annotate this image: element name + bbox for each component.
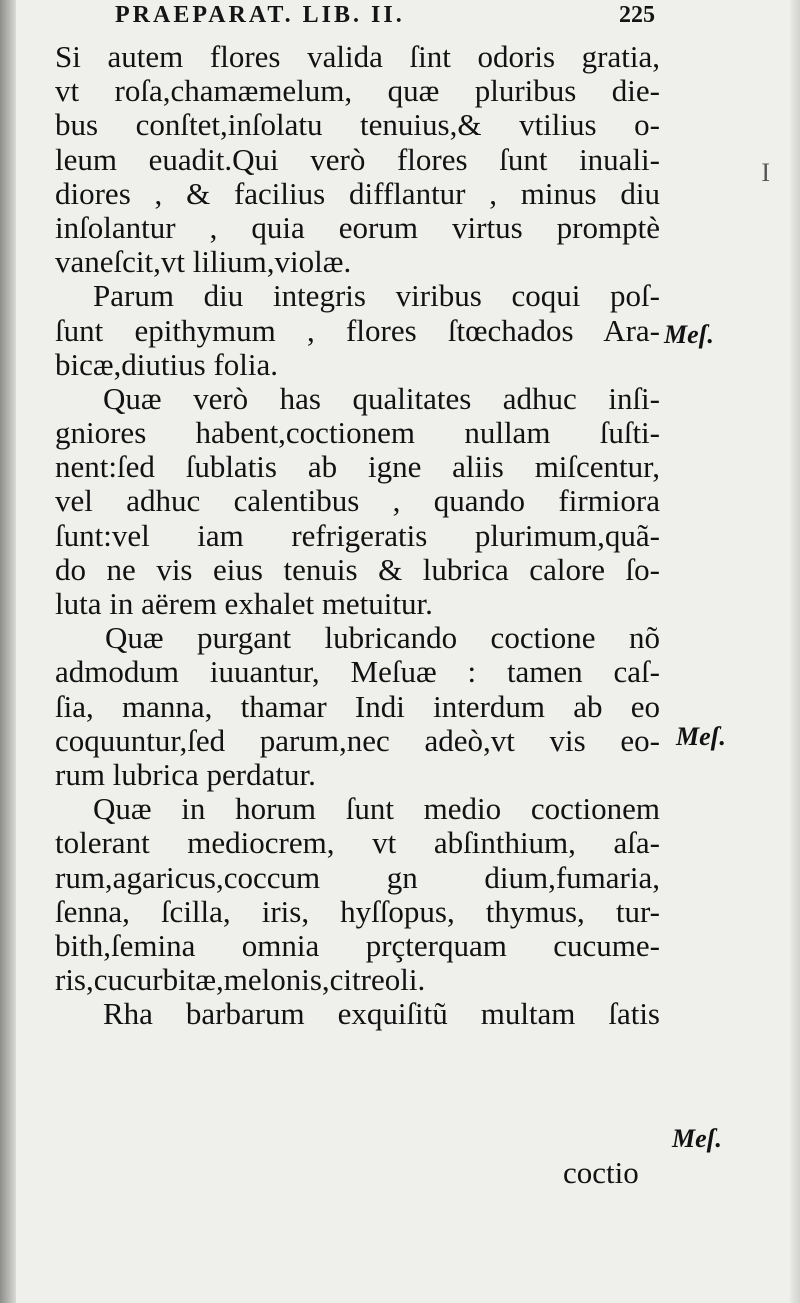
text-line: ſia, manna, thamar Indi interdum ab eo [55,688,660,724]
text-line: Quæ in horum ſunt medio coctionem [93,791,660,827]
text-line: rum lubrica perdatur. [55,756,316,792]
text-line: gniores habent,coctionem nullam ſuſti- [55,415,660,451]
text-line: bus conſtet,inſolatu tenuius,& vtilius o- [55,107,660,143]
text-line: tolerant mediocrem, vt abſinthium, aſa- [55,825,660,861]
margin-note: Meſ. [676,722,726,751]
text-line: Rha barbarum exquiſitũ multam ſatis [103,996,660,1032]
text-line: inſolantur , quia eorum virtus promptè [55,209,660,245]
text-line: ris,cucurbitæ,melonis,citreoli. [55,962,426,998]
bleed-through-mark: I [761,158,770,187]
text-line: leum euadit.Qui verò flores ſunt inuali- [55,141,660,177]
text-line: do ne vis eius tenuis & lubrica calore ſo- [55,551,660,587]
text-line: vt roſa,chamæmelum, quæ pluribus die- [55,73,660,109]
margin-note: Meſ. [672,1124,722,1153]
text-line: Quæ verò has qualitates adhuc inſi- [103,380,660,416]
text-line: luta in aërem exhalet metuitur. [55,586,433,621]
text-line: coquuntur,ſed parum,nec adeò,vt vis eo- [55,722,660,758]
text-line: Si autem flores valida ſint odoris gratia, [55,39,660,74]
text-line: rum,agaricus,coccum gn dium,fumaria, [55,859,660,895]
text-line: diores , & facilius difflantur , minus diu [55,175,660,211]
text-line: vel adhuc calentibus , quando firmiora [55,483,660,519]
margin-note: Meſ. [664,320,714,349]
text-line: nent:ſed ſublatis ab igne aliis miſcentur, [55,449,660,485]
page-edge [790,0,800,1303]
text-line: bicæ,diutius folia. [55,346,279,382]
running-title: PRAEPARAT. LIB. II. [115,2,405,28]
page-header [115,2,655,32]
text-line: Parum diu integris viribus coqui poſ- [93,278,660,314]
text-line: ſunt:vel iam refrigeratis plurimum,quã- [55,517,660,553]
text-line: ſunt epithymum , flores ſtœchados Ara- [55,312,660,348]
text-line: vaneſcit,vt lilium,violæ. [55,244,352,280]
page-gutter-shadow [0,0,16,1303]
text-line: bith,ſemina omnia prçterquam cucume- [55,927,660,963]
text-line: ſenna, ſcilla, iris, hyſſopus, thymus, tur- [55,893,660,929]
page-number: 225 [619,2,655,28]
text-line: admodum iuuantur, Meſuæ : tamen caſ- [55,654,660,690]
body-text [55,40,660,1031]
catchword: coctio [563,1155,639,1190]
text-line: Quæ purgant lubricando coctione nõ [105,620,660,656]
